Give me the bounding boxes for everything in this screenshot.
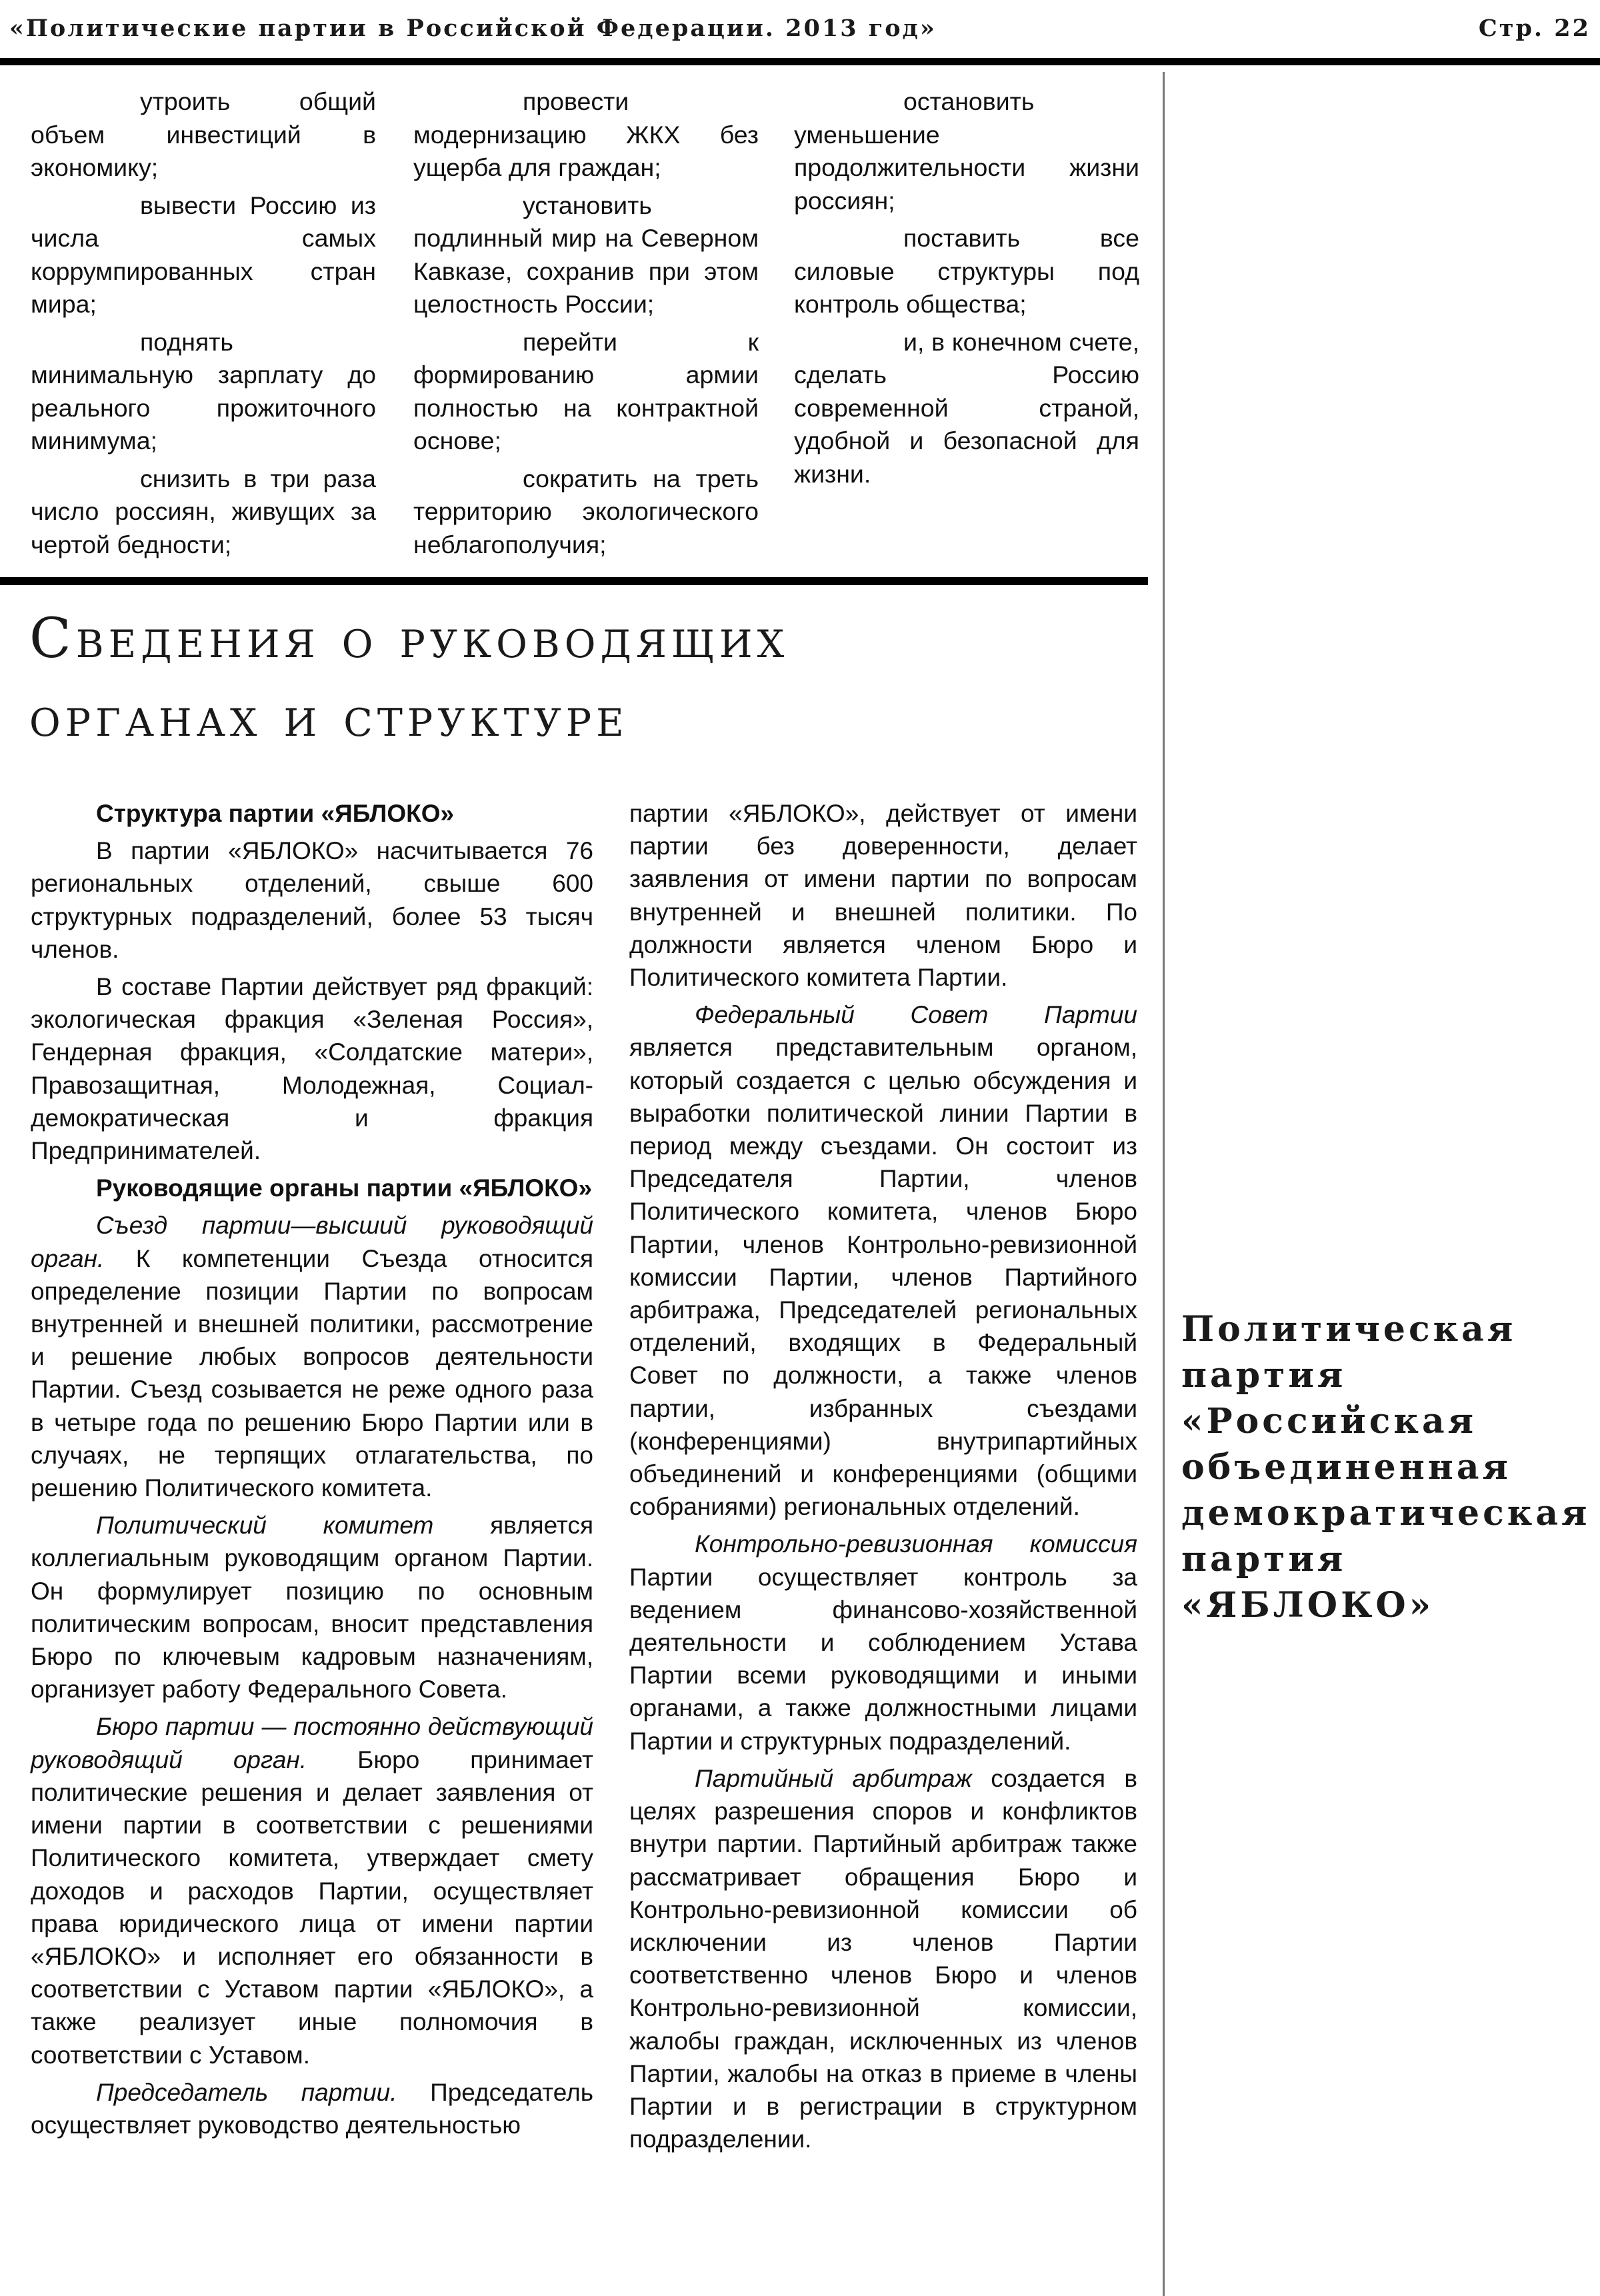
- goal-item: провести модернизацию ЖКХ без ущерба для граждан;: [413, 87, 759, 181]
- goal-item: остановить уменьшение продолжительности жизни россиян;: [794, 87, 1139, 215]
- sidebar-line: Политическая: [1181, 1309, 1517, 1350]
- paragraph: В составе Партии действует ряд фракций: экологическая фракция «Зеленая Россия», Гендерная фракция, «Солдатские матери», Правозащитная, Молодежная, Социал-демократическая и фракция Предпринимателей.: [31, 973, 593, 1165]
- congress-text: К компетенции Съезда относится определение позиции Партии по вопросам внутренней и внешней политики, рассмотрение и решение любых вопросов деятельности Партии. Съезд созывается не реже одного раза в четыре года по решению Бюро Партии или в случаях, не терпящих отлагательства, по решению Политического комитета.: [31, 1244, 593, 1502]
- audit-paragraph: [629, 1528, 1137, 1757]
- bureau-term: Бюро партии — постоянно действующий руководящий орган.: [31, 1713, 593, 1773]
- structure-heading: Структура партии «ЯБЛОКО»: [96, 800, 455, 827]
- section-heading: [29, 600, 1136, 757]
- sidebar-line: «ЯБЛОКО»: [1181, 1585, 1435, 1626]
- sidebar-party-name: [1181, 1306, 1591, 1628]
- arbitr-term: Партийный арбитраж: [695, 1764, 972, 1792]
- sidebar-line: «Российская: [1181, 1401, 1477, 1442]
- bureau-text: Бюро принимает политические решения и делает заявления от имени партии в соответствии с решениями Политического комитета, утверждает смету доходов и расходов Партии, осуществляет права юридического лица от имени партии «ЯБЛОКО» и исполняет его обязанности в соответствии с Уставом партии «ЯБЛОКО», а также реализует иные полномочия в соответствии с Уставом.: [31, 1745, 593, 2069]
- sidebar-line: демократическая: [1181, 1493, 1591, 1534]
- goal-item: поставить все силовые структуры под контроль общества;: [794, 224, 1139, 318]
- sidebar-divider: [1163, 72, 1165, 2296]
- goal-item: перейти к формированию армии полностью на контрактной основе;: [413, 327, 759, 455]
- council-term: Федеральный Совет Партии: [695, 1001, 1137, 1029]
- polcom-term: Политический комитет: [96, 1512, 434, 1540]
- bureau-paragraph: [31, 1710, 593, 2071]
- section-heading-line-2: органах и структуре: [29, 686, 629, 749]
- chair-paragraph: [31, 2076, 593, 2141]
- header-rule: [0, 58, 1600, 65]
- congress-paragraph: [31, 1209, 593, 1504]
- sidebar-line: объединенная: [1181, 1447, 1511, 1488]
- goal-item: установить подлинный мир на Северном Кавказе, сохранив при этом целостность России;: [413, 191, 759, 318]
- chair-term: Председатель партии.: [96, 2078, 397, 2106]
- arbitr-text: создается в целях разрешения споров и конфликтов внутри партии. Партийный арбитраж также рассматривает обращения Бюро и Контрольно-ревизионной комиссии об исключении из членов Партии соответственно членов Бюро и членов Контрольно-ревизионной комиссии, жалобы граждан, исключенных из членов Партии, жалобы на отказ в приеме в члены Партии и в регистрации в структурном подразделении.: [629, 1764, 1138, 2153]
- goal-item: вывести Россию из числа самых коррумпированных стран мира;: [31, 191, 376, 318]
- paragraph: В партии «ЯБЛОКО» насчитывается 76 региональных отделений, свыше 600 структурных подразделений, более 53 тысяч членов.: [31, 837, 593, 963]
- audit-text: Партии осуществляет контроль за ведением финансово-хозяйственной деятельности и соблюдением Устава Партии всеми руководящими и иными органами, а также должностными лицами Партии и структурных подразделений.: [629, 1563, 1137, 1755]
- organs-heading: Руководящие органы партии «ЯБЛОКО»: [96, 1174, 593, 1202]
- page-number: Стр. 22: [1478, 15, 1591, 42]
- audit-term: Контрольно-ревизионная комиссия: [695, 1530, 1137, 1558]
- page-header: [0, 0, 1600, 67]
- goal-item: и, в конечном счете, сделать Россию современной страной, удобной и безопасной для жизни.: [794, 327, 1139, 488]
- council-text: является представительным органом, который создается с целью обсуждения и выработки политической линии Партии в период между съездами. Он состоит из Председателя Партии, членов Политического комитета, членов Бюро Партии, членов Контрольно-ревизионной комиссии Партии, членов Партийного арбитража, Председателей региональных отделений, входящих в Федеральный Совет по должности, а также членов партии, избранных съездами (конференциями) внутрипартийных объединений и конференциями (общими собраниями) региональных отделений.: [629, 1034, 1137, 1521]
- council-paragraph: [629, 998, 1137, 1523]
- goal-item: сократить на треть территорию экологического неблагополучия;: [413, 464, 759, 559]
- article-column-2: [629, 797, 1137, 2160]
- header-title: «Политические партии в Российской Федерации. 2013 год»: [9, 15, 937, 42]
- section-rule: [0, 577, 1148, 585]
- goals-column-1: [31, 85, 376, 566]
- article-column-1: [31, 797, 593, 2146]
- goals-column-2: [413, 85, 759, 566]
- goal-item: снизить в три раза число россиян, живущих за чертой бедности;: [31, 464, 376, 559]
- chair-text: Председатель осуществляет руководство деятельностью: [31, 2078, 593, 2139]
- goals-column-3: [794, 85, 1139, 495]
- sidebar-line: партия: [1181, 1539, 1347, 1580]
- goal-item: утроить общий объем инвестиций в экономику;: [31, 87, 376, 181]
- polcom-paragraph: [31, 1509, 593, 1706]
- goal-item: поднять минимальную зарплату до реального прожиточного минимума;: [31, 327, 376, 455]
- sidebar-line: партия: [1181, 1355, 1347, 1396]
- section-heading-line-1: Сведения о руководящих: [29, 607, 789, 670]
- arbitr-paragraph: [629, 1762, 1137, 2155]
- polcom-text: является коллегиальным руководящим органом Партии. Он формулирует позицию по основным политическим вопросам, вносит представления Бюро по ключевым кадровым назначениям, организует работу Федерального Совета.: [31, 1512, 593, 1704]
- chair-continuation: партии «ЯБЛОКО», действует от имени партии без доверенности, делает заявления от имени партии по вопросам внутренней и внешней политики. По должности является членом Бюро и Политического комитета Партии.: [629, 800, 1137, 992]
- congress-term: Съезд партии—высший руководящий орган.: [31, 1212, 593, 1272]
